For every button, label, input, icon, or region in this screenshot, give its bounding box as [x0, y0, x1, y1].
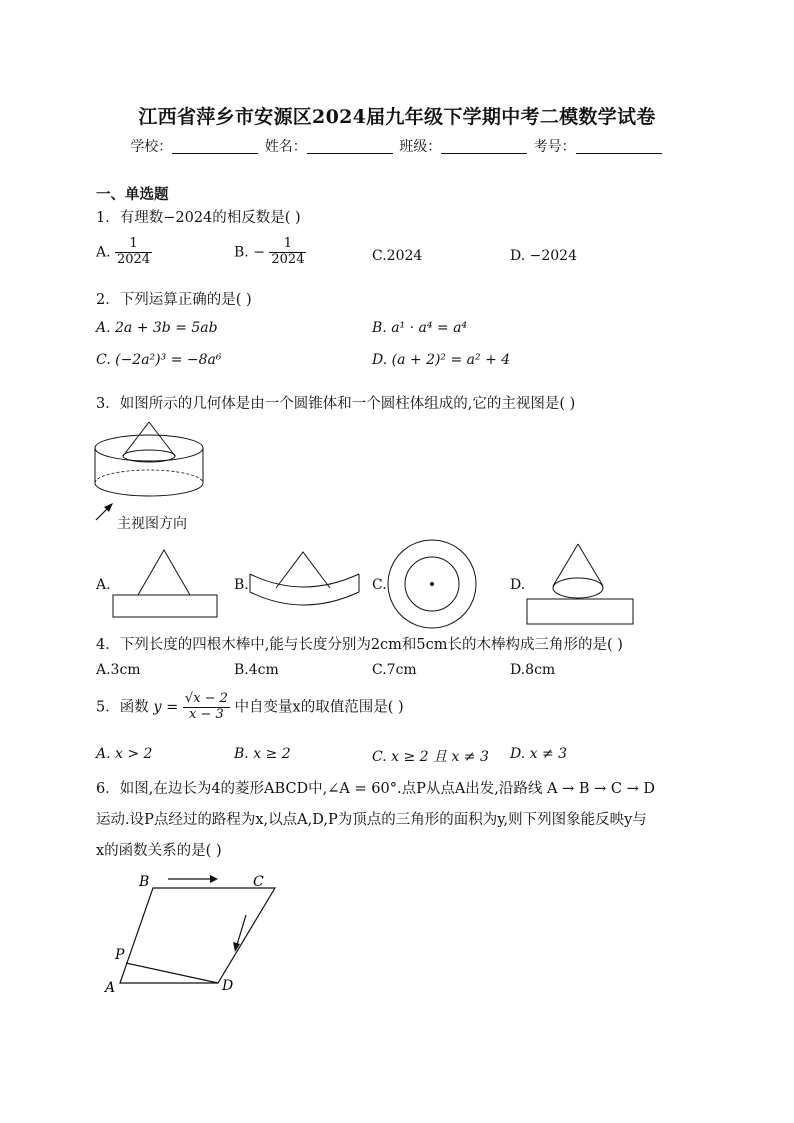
q1-option-d: D. −2024: [510, 248, 577, 264]
q4-option-d: D.8cm: [510, 662, 556, 678]
q2-option-d: D. (a + 2)² = a² + 4: [372, 352, 511, 368]
q6-label-p: P: [115, 947, 125, 963]
q3-solid-figure: [90, 418, 220, 528]
q1-option-b: B. − $\frac{1}{2024}$: [234, 236, 305, 267]
question-6-stem-line-2: 运动.设P点经过的路程为x,以点A,D,P为顶点的三角形的面积为y,则下列图象能反映y与: [96, 812, 647, 828]
q3-option-a-label: A.: [96, 577, 111, 593]
q3-option-b-figure: [246, 548, 364, 620]
q2-option-b: B. a¹ · a⁴ = a⁴: [372, 320, 468, 336]
class-blank: [441, 139, 527, 154]
q6-label-c: C: [253, 874, 264, 890]
q3-option-c-figure: [386, 538, 478, 630]
name-blank: [307, 139, 393, 154]
q4-option-c: C.7cm: [372, 662, 417, 678]
question-3-stem: 3．如图所示的几何体是由一个圆锥体和一个圆柱体组成的,它的主视图是( ): [96, 396, 576, 412]
q5-option-b: B. x ≥ 2: [234, 746, 291, 762]
question-4-stem: 4．下列长度的四根木棒中,能与长度分别为2cm和5cm长的木棒构成三角形的是( ): [96, 637, 623, 653]
q3-option-a-figure: [110, 548, 220, 620]
exam-number-label: 考号：: [533, 139, 576, 155]
q3-option-d-label: D.: [510, 577, 526, 593]
q3-view-direction-label: 主视图方向: [117, 516, 187, 532]
name-label: 姓名：: [264, 139, 307, 155]
school-blank: [172, 139, 258, 154]
q3-option-b-label: B.: [234, 577, 249, 593]
exam-title: 江西省萍乡市安源区2024届九年级下学期中考二模数学试卷: [138, 106, 656, 128]
question-2-stem: 2．下列运算正确的是( ): [96, 292, 252, 308]
q2-option-c: C. (−2a²)³ = −8a⁶: [96, 352, 222, 368]
q4-option-b: B.4cm: [234, 662, 279, 678]
question-5-stem: 5．函数 y = $\frac{√x - 2}{x - 3}$ 中自变量x的取值范围是( ): [96, 691, 404, 722]
q4-option-a: A.3cm: [96, 662, 141, 678]
q5-option-d: D. x ≠ 3: [510, 746, 568, 762]
q5-option-a: A. x > 2: [96, 746, 153, 762]
q2-option-a: A. 2a + 3b = 5ab: [96, 320, 218, 336]
q6-label-b: B: [139, 874, 150, 890]
student-info-line: [0, 136, 794, 156]
q6-rhombus-figure: [100, 870, 290, 1000]
section-heading: 一、单选题: [96, 186, 169, 203]
q6-label-d: D: [222, 978, 234, 994]
q1-option-a: A. $\frac{1}{2024}$: [96, 236, 151, 267]
q6-label-a: A: [105, 980, 116, 996]
q3-option-d-figure: [524, 541, 636, 627]
q1-option-c: C.2024: [372, 248, 423, 264]
exam-number-blank: [576, 139, 662, 154]
class-label: 班级：: [399, 139, 442, 155]
q5-option-c: C. x ≥ 2 且 x ≠ 3: [372, 749, 489, 765]
q3-option-c-label: C.: [372, 577, 387, 593]
question-1-stem: 1．有理数−2024的相反数是( ): [96, 210, 301, 226]
question-6-stem-line-1: 6．如图,在边长为4的菱形ABCD中,∠A = 60°.点P从点A出发,沿路线 A → B → C → D: [96, 781, 655, 797]
question-6-stem-line-3: x的函数关系的是( ): [96, 843, 222, 859]
school-label: 学校：: [130, 139, 173, 155]
